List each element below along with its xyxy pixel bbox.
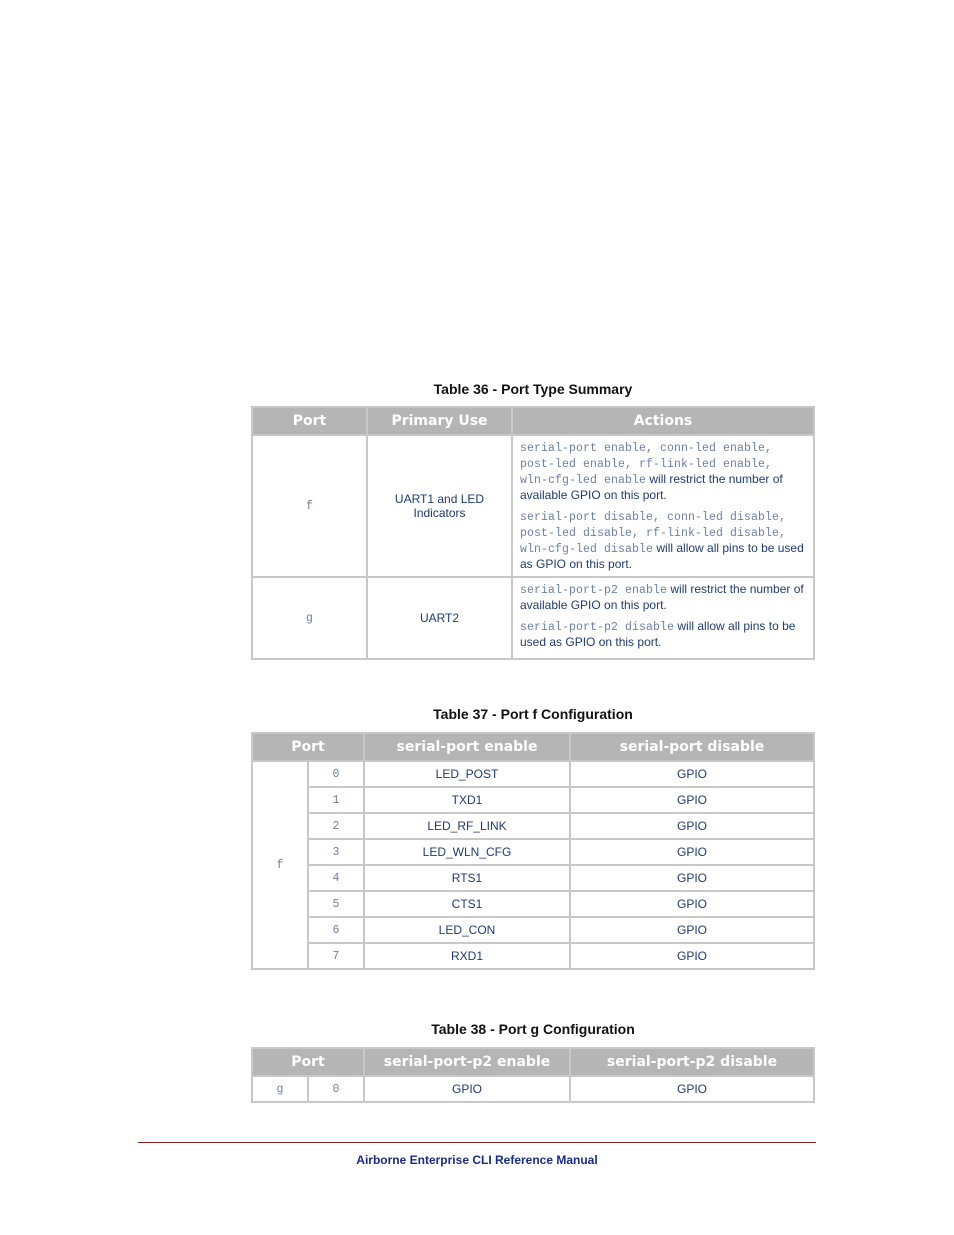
footer-divider (138, 1142, 816, 1143)
column-header-serial-port-p2-enable: serial-port-p2 enable (365, 1049, 569, 1075)
column-header-serial-port-disable: serial-port disable (571, 734, 813, 760)
table-37-caption: Table 37 - Port f Configuration (433, 706, 633, 722)
disable-cell: GPIO (571, 814, 813, 838)
footer-title: Airborne Enterprise CLI Reference Manual (356, 1153, 598, 1167)
enable-cell: LED_RF_LINK (365, 814, 569, 838)
action-description: will allow all pins to be used as GPIO on this port. (520, 619, 796, 649)
pin-cell: 4 (309, 866, 363, 890)
command-code: serial-port-p2 enable (520, 584, 668, 597)
table-row (253, 762, 813, 786)
action-description: will restrict the number of available GPIO on this port. (520, 582, 804, 612)
pin-cell: 1 (309, 788, 363, 812)
port-f-configuration-table (251, 732, 815, 970)
table-row (253, 944, 813, 968)
action-description: will allow all pins to be used as GPIO on this port. (520, 541, 804, 571)
table-row (253, 866, 813, 890)
table-header-row (253, 734, 813, 760)
pin-cell: 2 (309, 814, 363, 838)
port-cell: g (253, 1077, 307, 1101)
disable-cell: GPIO (571, 918, 813, 942)
column-header-actions: Actions (513, 408, 813, 434)
enable-cell: GPIO (365, 1077, 569, 1101)
table-row (253, 436, 813, 576)
table-row (253, 1077, 813, 1101)
column-header-port: Port (253, 1049, 363, 1075)
enable-cell: CTS1 (365, 892, 569, 916)
table-36-caption: Table 36 - Port Type Summary (433, 381, 633, 397)
port-type-summary-table (251, 406, 815, 660)
column-header-serial-port-p2-disable: serial-port-p2 disable (571, 1049, 813, 1075)
enable-cell: RXD1 (365, 944, 569, 968)
column-header-primary-use: Primary Use (368, 408, 511, 434)
pin-cell: 0 (309, 1077, 363, 1101)
enable-cell: LED_WLN_CFG (365, 840, 569, 864)
column-header-port: Port (253, 734, 363, 760)
disable-cell: GPIO (571, 892, 813, 916)
enable-cell: TXD1 (365, 788, 569, 812)
actions-cell (513, 578, 813, 658)
action-paragraph (520, 440, 806, 503)
disable-cell: GPIO (571, 1077, 813, 1101)
table-header-row (253, 1049, 813, 1075)
pin-cell: 3 (309, 840, 363, 864)
port-cell: f (253, 436, 366, 576)
enable-cell: LED_POST (365, 762, 569, 786)
action-paragraph (520, 509, 806, 572)
table-row (253, 578, 813, 658)
table-38-caption: Table 38 - Port g Configuration (431, 1021, 635, 1037)
disable-cell: GPIO (571, 840, 813, 864)
enable-cell: RTS1 (365, 866, 569, 890)
port-g-configuration-table (251, 1047, 815, 1103)
primary-use-cell: UART2 (368, 578, 511, 658)
table-header-row (253, 408, 813, 434)
action-paragraph (520, 582, 806, 613)
pin-cell: 0 (309, 762, 363, 786)
table-row (253, 840, 813, 864)
table-row (253, 892, 813, 916)
pin-cell: 5 (309, 892, 363, 916)
command-code: serial-port-p2 disable (520, 621, 675, 634)
enable-cell: LED_CON (365, 918, 569, 942)
table-row (253, 918, 813, 942)
table-row (253, 814, 813, 838)
pin-cell: 6 (309, 918, 363, 942)
port-cell: g (253, 578, 366, 658)
primary-use-cell: UART1 and LED Indicators (368, 436, 511, 576)
table-row (253, 788, 813, 812)
disable-cell: GPIO (571, 944, 813, 968)
disable-cell: GPIO (571, 788, 813, 812)
actions-cell (513, 436, 813, 576)
disable-cell: GPIO (571, 762, 813, 786)
pin-cell: 7 (309, 944, 363, 968)
column-header-serial-port-enable: serial-port enable (365, 734, 569, 760)
disable-cell: GPIO (571, 866, 813, 890)
action-paragraph (520, 619, 806, 650)
command-code: serial-port enable, conn-led enable, post-led enable, rf-link-led enable, wln-cfg-led enable (520, 442, 773, 487)
command-code: serial-port disable, conn-led disable, post-led disable, rf-link-led disable, wln-cfg-led disable (520, 511, 787, 556)
port-cell: f (253, 762, 307, 968)
action-description: will restrict the number of available GPIO on this port. (520, 472, 783, 502)
column-header-port: Port (253, 408, 366, 434)
